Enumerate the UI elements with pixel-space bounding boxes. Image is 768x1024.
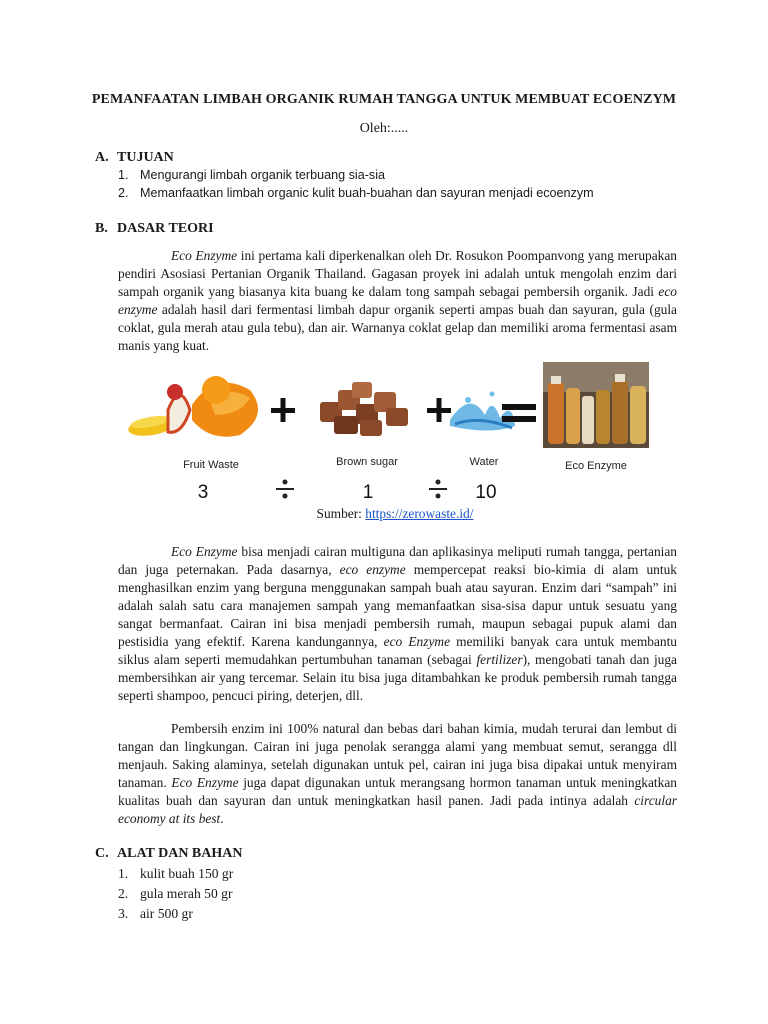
italic-term: eco enzyme (118, 284, 677, 317)
paragraph-3 (118, 720, 677, 828)
italic-term: Eco Enzyme (171, 248, 238, 263)
plus-sign (427, 398, 451, 422)
water-splash-image (450, 392, 515, 431)
list-item (118, 864, 233, 884)
alat-bahan-list (118, 864, 233, 924)
section-b-heading (95, 221, 214, 237)
list-text: kulit buah 150 gr (140, 866, 234, 881)
ratio-value: 1 (362, 482, 374, 503)
section-a-heading (95, 150, 174, 166)
section-a-letter: A. (95, 150, 109, 165)
text-run: juga dapat digunakan untuk merangsang hormon tanaman untuk meningkatkan kualitas buah dan sayuran dan untuk meningkatkan hasil panen. Jadi pada intinya adalah (118, 775, 677, 808)
eco-enzyme-bottles-image (543, 362, 649, 448)
divide-icon (276, 480, 294, 499)
section-c-heading (95, 846, 243, 862)
section-c-letter: C. (95, 846, 109, 861)
list-text: gula merah 50 gr (140, 886, 233, 901)
ratio-value: 3 (197, 482, 209, 503)
text-run: Pembersih enzim ini 100% natural dan bebas dari bahan kimia, mudah terurai dan lembut di tangan dan lingkungan. Cairan ini juga penolak serangga alami yang membuat semut, serangga dll menjauh. Saking alaminya, setelah digunakan untuk pel, cairan ini juga bisa dipakai untuk menyiram tanaman. (118, 721, 677, 790)
divide-icon (429, 480, 447, 499)
italic-term: eco Enzyme (383, 634, 451, 649)
paragraph-1 (118, 247, 677, 355)
text-run: ini pertama kali diperkenalkan oleh Dr. Rosukon Poompanvong yang merupakan pendiri Asosiasi Pertanian Organik Thailand. Gagasan proyek ini adalah untuk mengolah enzim dari sampah organik yang biasanya kita buang ke dalam tong sampah sebagai pembersih organik. Jadi (118, 248, 677, 299)
text-run: mempercepat reaksi bio-kimia di alam untuk menghasilkan enzim yang berguna menggunakan sampah buah atau sayuran. Enzim dari “sampah” ini adalah salah satu cara manajemen sampah yang memanfaatkan sisa-sisa dapur untuk sesuatu yang sangat bermanfaat. Cairan ini bisa menjadi pembersih rumah, maupun sebagai pupuk alami dan pestisidia yang efektif. Karena kandungannya, (118, 562, 677, 649)
text-run: memiliki banyak cara untuk membantu siklus alam seperti memudahkan pertumbuhan tanaman (sebagai (118, 634, 678, 667)
list-number: 1. (118, 168, 129, 182)
text-run: ), mengobati tanah dan juga membersihkan air yang tercemar. Selain itu bisa juga ditambahkan ke produk pembersih rumah tangga seperti shampoo, pencuci piring, deterjen, dll. (118, 652, 677, 703)
caption-prefix: Sumber: (316, 506, 366, 521)
eco-enzyme-recipe-figure (120, 360, 660, 510)
list-text: Mengurangi limbah organik terbuang sia-sia (140, 168, 386, 182)
brown-sugar-image (320, 382, 408, 436)
text-run: . (220, 811, 224, 826)
list-text: air 500 gr (140, 906, 193, 921)
italic-term: Eco Enzyme (171, 544, 238, 559)
list-item (118, 166, 594, 184)
ingredient-label: Eco Enzyme (565, 460, 627, 472)
italic-term: circular economy at its best (118, 793, 677, 826)
plus-sign (271, 398, 295, 422)
ingredient-label: Water (469, 456, 499, 468)
text-run: bisa menjadi cairan multiguna dan aplikasinya meliputi rumah tangga, pertanian dan juga peternakan. Pada dasarnya, (118, 544, 678, 577)
italic-term: eco enzyme (339, 562, 406, 577)
text-run: adalah hasil dari fermentasi limbah dapur organik seperti ampas buah dan sayuran, gula (gula coklat, gula merah atau gula tebu), dan air. Warnanya coklat gelap dan memiliki aroma fermentasi asam manis yang kuat. (118, 302, 677, 353)
list-number: 2. (118, 886, 129, 901)
ingredient-label: Brown sugar (336, 456, 398, 468)
ingredient-label: Fruit Waste (183, 459, 239, 471)
recipe-illustration (120, 360, 660, 510)
fruit-waste-image (127, 376, 258, 439)
list-number: 2. (118, 186, 129, 200)
list-text: Memanfaatkan limbah organic kulit buah-buahan dan sayuran menjadi ecoenzym (140, 186, 594, 200)
list-number: 3. (118, 906, 129, 921)
tujuan-list (118, 166, 594, 202)
figure-caption (0, 506, 768, 522)
section-b-letter: B. (95, 221, 108, 236)
document-title: PEMANFAATAN LIMBAH ORGANIK RUMAH TANGGA UNTUK MEMBUAT ECOENZYM (91, 92, 677, 107)
section-c-title: ALAT DAN BAHAN (117, 846, 243, 861)
section-a-title: TUJUAN (117, 150, 174, 165)
author-line: Oleh:..... (359, 121, 409, 136)
italic-term: fertilizer (476, 652, 523, 667)
source-link[interactable]: https://zerowaste.id/ (365, 506, 474, 521)
list-number: 1. (118, 866, 129, 881)
list-item (118, 884, 233, 904)
ratio-value: 10 (475, 482, 497, 503)
section-b-title: DASAR TEORI (117, 221, 214, 236)
italic-term: Eco Enzyme (171, 775, 239, 790)
list-item (118, 904, 233, 924)
list-item (118, 184, 594, 202)
paragraph-2 (118, 543, 677, 705)
